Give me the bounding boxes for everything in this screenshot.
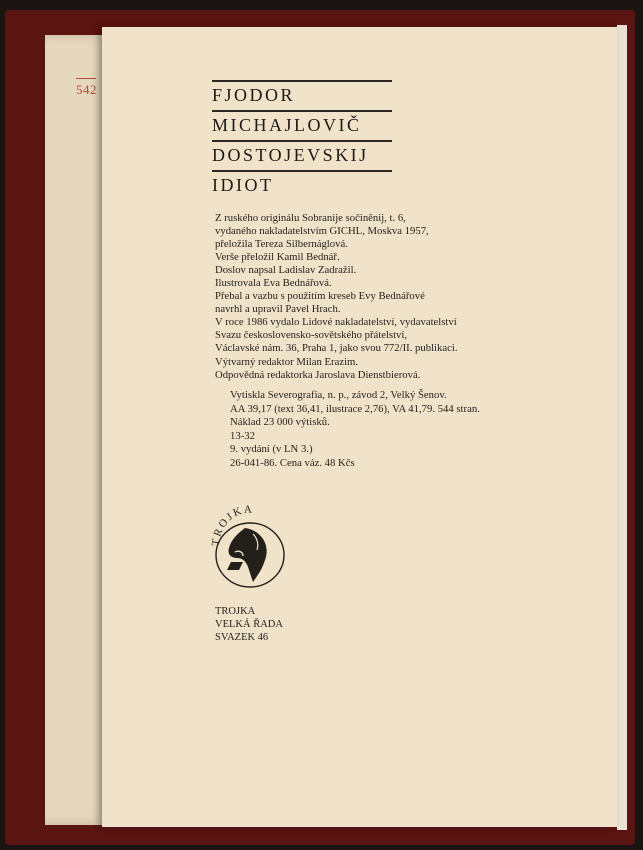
author-surname: DOSTOJEVSKIJ	[212, 140, 392, 170]
printing-line: 13-32	[230, 429, 255, 442]
series-info	[215, 605, 365, 644]
printing-line: AA 39,17 (text 36,41, ilustrace 2,76), VA 41,79. 544 stran.	[230, 402, 480, 415]
page-edge	[617, 25, 627, 830]
colophon-line: Václavské nám. 36, Praha 1, jako svou 772/II. publikaci.	[215, 342, 458, 355]
printing-line: 9. vydání (v LN 3.)	[230, 443, 313, 456]
logo-text: TROJKA	[209, 503, 255, 547]
series-line: SVAZEK 46	[215, 632, 269, 643]
printing-line: Náklad 23 000 výtisků.	[230, 416, 330, 429]
colophon-line: vydaného nakladatelstvím GICHL, Moskva 1957,	[215, 225, 429, 238]
printing-line: Vytiskla Severografia, n. p., závod 2, Velký Šenov.	[230, 389, 447, 401]
page-number: 542	[76, 82, 97, 97]
printing-line: 26-041-86. Cena váz. 48 Kčs	[230, 456, 355, 469]
colophon-line: Přebal a vazbu s použitím kreseb Evy Bednářové	[215, 290, 425, 303]
series-line: TROJKA	[215, 606, 256, 617]
colophon-line: Ilustrovala Eva Bednářová.	[215, 277, 332, 290]
title-block	[212, 80, 392, 200]
horse-head-emblem-icon	[205, 500, 290, 590]
author-first-name: FJODOR	[212, 80, 392, 110]
colophon-line: Z ruského originálu Sobranije sočiněnij, t. 6,	[215, 212, 406, 224]
colophon-line: Výtvarný redaktor Milan Erazim.	[215, 355, 359, 368]
colophon-line: V roce 1986 vydalo Lidové nakladatelství, vydavatelství	[215, 316, 457, 329]
colophon-line: Verše přeložil Kamil Bednář.	[215, 251, 340, 264]
series-line: VELKÁ ŘADA	[215, 619, 283, 630]
printing-details	[230, 389, 530, 471]
author-patronymic: MICHAJLOVIČ	[212, 110, 392, 140]
previous-page	[45, 35, 105, 825]
colophon-line: Odpovědná redaktorka Jaroslava Dienstbierová.	[215, 368, 421, 381]
book-title: IDIOT	[212, 170, 392, 200]
colophon-line: Svazu československo-sovětského přátelství,	[215, 329, 408, 342]
colophon	[215, 212, 545, 382]
colophon-line: Doslov napsal Ladislav Zadražil.	[215, 264, 357, 277]
colophon-line: navrhl a upravil Pavel Hrach.	[215, 303, 341, 316]
colophon-line: přeložila Tereza Silbernáglová.	[215, 238, 348, 251]
page-number-rule	[76, 78, 96, 79]
